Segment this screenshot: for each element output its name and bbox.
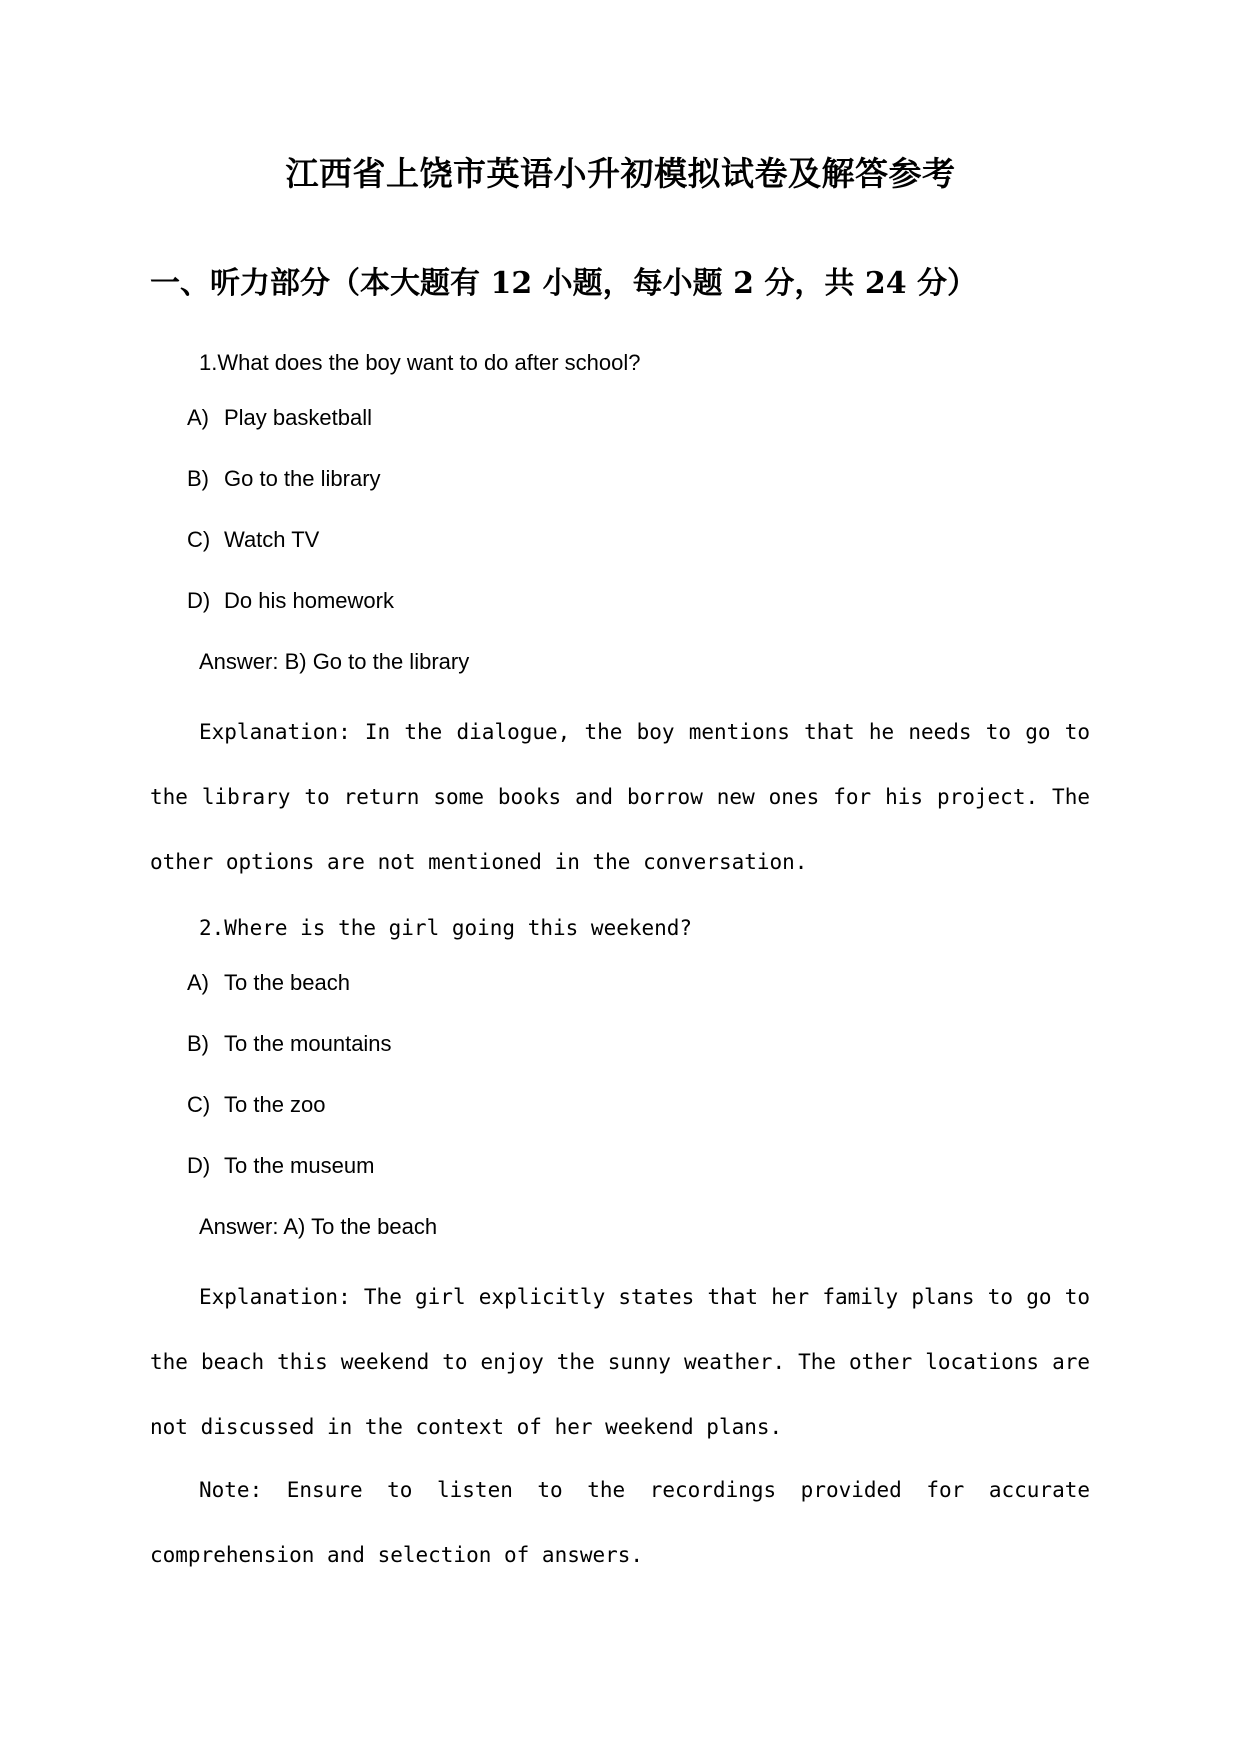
- option-letter: C): [187, 1092, 211, 1117]
- option-letter: D): [187, 588, 211, 613]
- option-text: Play basketball: [224, 405, 372, 430]
- question-1-option-b: [187, 464, 381, 494]
- question-2-option-c: [187, 1090, 326, 1120]
- section-heading: 一、听力部分（本大题有 12 小题，每小题 2 分，共 24 分）: [150, 266, 978, 301]
- option-text: To the mountains: [224, 1031, 392, 1056]
- option-text: To the museum: [224, 1153, 375, 1178]
- document-title: 江西省上饶市英语小升初模拟试卷及解答参考: [285, 154, 956, 193]
- option-letter: A): [187, 405, 209, 430]
- question-1-explanation: Explanation: In the dialogue, the boy mentions that he needs to go to the library to return some books and borrow new ones for his project. The other options are not mentioned in the conversation.: [150, 720, 1090, 874]
- option-text: To the zoo: [224, 1092, 326, 1117]
- option-text: Do his homework: [224, 588, 394, 613]
- option-letter: A): [187, 970, 209, 995]
- question-1-option-a: [187, 403, 372, 433]
- question-2-option-a: [187, 968, 350, 998]
- question-2-option-b: [187, 1029, 392, 1059]
- question-1-answer: Answer: B) Go to the library: [199, 649, 470, 674]
- question-2-answer: Answer: A) To the beach: [199, 1214, 438, 1239]
- option-letter: C): [187, 527, 211, 552]
- option-letter: B): [187, 466, 209, 491]
- question-1-option-c: [187, 525, 319, 555]
- option-text: To the beach: [224, 970, 350, 995]
- question-2-text: 2.Where is the girl going this weekend?: [199, 916, 693, 940]
- question-1-option-d: [187, 586, 394, 616]
- question-1-text: 1.What does the boy want to do after school?: [199, 350, 641, 375]
- option-text: Watch TV: [224, 527, 320, 552]
- option-text: Go to the library: [224, 466, 381, 491]
- question-2-explanation: Explanation: The girl explicitly states that her family plans to go to the beach this weekend to enjoy the sunny weather. The other locations are not discussed in the context of her weekend plans.: [150, 1285, 1090, 1439]
- note-paragraph: Note: Ensure to listen to the recordings provided for accurate comprehension and selection of answers.: [150, 1478, 1090, 1567]
- question-2-option-d: [187, 1151, 374, 1181]
- option-letter: D): [187, 1153, 211, 1178]
- option-letter: B): [187, 1031, 209, 1056]
